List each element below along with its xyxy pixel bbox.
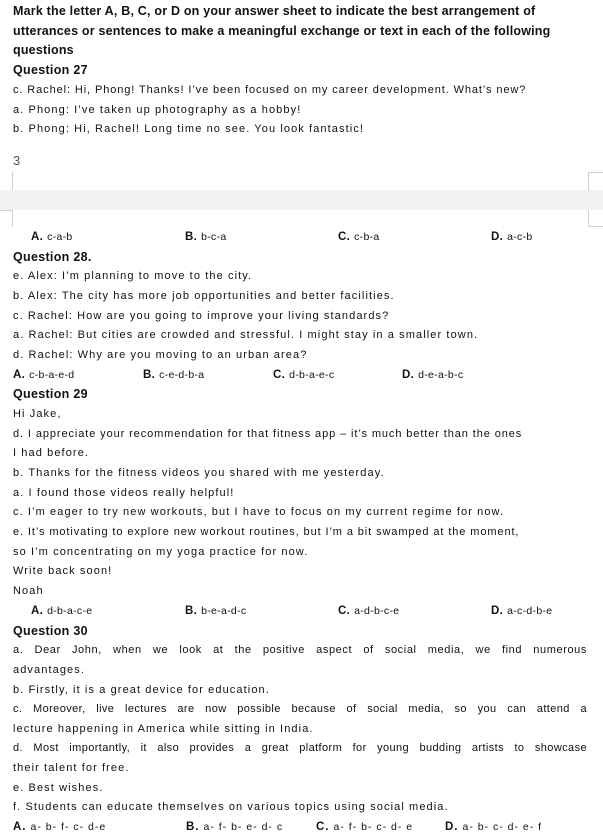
q28-line-c: c. Rachel: How are you going to improve your living standards? (13, 310, 390, 322)
instruction-line-2: utterances or sentences to make a meaningful exchange or text in each of the following (13, 24, 551, 38)
option-text: b-c-a (201, 231, 227, 243)
option-letter: C. (273, 369, 286, 381)
q28-line-b: b. Alex: The city has more job opportunities and better facilities. (13, 290, 395, 302)
q29-signature: Noah (13, 585, 44, 597)
question-27-title: Question 27 (13, 63, 88, 77)
q27-option-d[interactable] (491, 231, 533, 243)
option-text: a-c-d-b-e (507, 605, 553, 617)
q29-line-e-cont: so I’m concentrating on my yoga practice for now. (13, 546, 309, 558)
q27-option-a[interactable] (31, 231, 73, 243)
q30-line-c-cont: lecture happening in America while sitting in India. (13, 723, 314, 735)
q29-line-d-cont: I had before. (13, 447, 90, 459)
option-letter: A. (31, 231, 44, 243)
option-letter: B. (186, 821, 200, 833)
option-text: a-d-b-c-e (354, 605, 400, 617)
page-corner-bottom-right (588, 210, 603, 227)
q29-option-b[interactable] (185, 605, 246, 617)
option-letter: D. (491, 231, 504, 243)
option-text: c-b-a (354, 231, 380, 243)
q28-line-d: d. Rachel: Why are you moving to an urban area? (13, 349, 308, 361)
q30-line-d: d. Most importantly, it also provides a great platform for young budding artists to showcase (13, 742, 587, 754)
option-letter: A. (13, 821, 27, 833)
option-letter: C. (338, 231, 351, 243)
option-text: c-a-b (47, 231, 73, 243)
question-28-title: Question 28. (13, 250, 92, 264)
q29-line-c: c. I’m eager to try new workouts, but I have to focus on my current regime for now. (13, 506, 505, 518)
q29-line-b: b. Thanks for the fitness videos you shared with me yesterday. (13, 467, 385, 479)
option-text: d-b-a-c-e (47, 605, 93, 617)
option-letter: C. (338, 605, 351, 617)
q30-line-d-cont: their talent for free. (13, 762, 130, 774)
q27-line-a: a. Phong: I’ve taken up photography as a hobby! (13, 104, 302, 116)
q30-option-c[interactable] (316, 821, 413, 833)
option-letter: B. (143, 369, 156, 381)
q30-line-a-cont: advantages. (13, 664, 86, 676)
option-text: a- b- f- c- d-e (30, 821, 107, 833)
q30-line-e: e. Best wishes. (13, 782, 104, 794)
q30-line-a: a. Dear John, when we look at the positive aspect of social media, we find numerous (13, 644, 587, 656)
q29-line-a: a. I found those videos really helpful! (13, 487, 235, 499)
page-corner-top-left (0, 172, 13, 190)
question-30-title: Question 30 (13, 624, 88, 638)
option-letter: C. (316, 821, 330, 833)
q30-option-a[interactable] (13, 821, 106, 833)
option-text: c-b-a-e-d (29, 369, 75, 381)
page-corner-top-right (588, 172, 603, 191)
instruction-line-3: questions (13, 43, 74, 57)
q30-option-b[interactable] (186, 821, 283, 833)
q28-option-d[interactable] (402, 369, 463, 381)
option-text: c-e-d-b-a (159, 369, 205, 381)
page-corner-bottom-left (0, 210, 13, 227)
q29-line-d: d. I appreciate your recommendation for that fitness app – it’s much better than the ones (13, 428, 523, 440)
option-letter: A. (31, 605, 44, 617)
option-text: a- b- c- d- e- f (462, 821, 543, 833)
q29-line-e: e. It’s motivating to explore new workout routines, but I’m a bit swamped at the moment, (13, 526, 520, 538)
option-letter: A. (13, 369, 26, 381)
option-text: a- f- b- e- d- c (203, 821, 284, 833)
q29-option-a[interactable] (31, 605, 92, 617)
q27-line-b: b. Phong: Hi, Rachel! Long time no see. You look fantastic! (13, 123, 365, 135)
q30-line-c: c. Moreover, live lectures are now possible because of social media, so you can attend a (13, 703, 587, 715)
q29-signoff: Write back soon! (13, 565, 113, 577)
q29-option-d[interactable] (491, 605, 552, 617)
q28-option-a[interactable] (13, 369, 74, 381)
q28-line-e: e. Alex: I’m planning to move to the city. (13, 270, 253, 282)
q30-option-d[interactable] (445, 821, 542, 833)
q28-option-b[interactable] (143, 369, 204, 381)
q30-line-f: f. Students can educate themselves on various topics using social media. (13, 801, 449, 813)
q29-greeting: Hi Jake, (13, 408, 62, 420)
option-text: a- f- b- c- d- e (333, 821, 414, 833)
option-text: d-e-a-b-c (418, 369, 464, 381)
q30-line-b: b. Firstly, it is a great device for education. (13, 684, 270, 696)
page-number: 3 (13, 153, 21, 168)
instruction-line-1: Mark the letter A, B, C, or D on your answer sheet to indicate the best arrangement of (13, 4, 536, 18)
option-text: a-c-b (507, 231, 533, 243)
q29-option-c[interactable] (338, 605, 399, 617)
question-29-title: Question 29 (13, 387, 88, 401)
q28-line-a: a. Rachel: But cities are crowded and stressful. I might stay in a smaller town. (13, 329, 479, 341)
option-letter: B. (185, 231, 198, 243)
option-letter: D. (402, 369, 415, 381)
q27-option-b[interactable] (185, 231, 227, 243)
option-letter: D. (491, 605, 504, 617)
option-letter: B. (185, 605, 198, 617)
option-text: b-e-a-d-c (201, 605, 247, 617)
option-letter: D. (445, 821, 459, 833)
q27-line-c: c. Rachel: Hi, Phong! Thanks! I’ve been focused on my career development. What’s new? (13, 84, 527, 96)
q28-option-c[interactable] (273, 369, 334, 381)
option-text: d-b-a-e-c (289, 369, 335, 381)
page-break-band (0, 190, 603, 210)
q27-option-c[interactable] (338, 231, 380, 243)
